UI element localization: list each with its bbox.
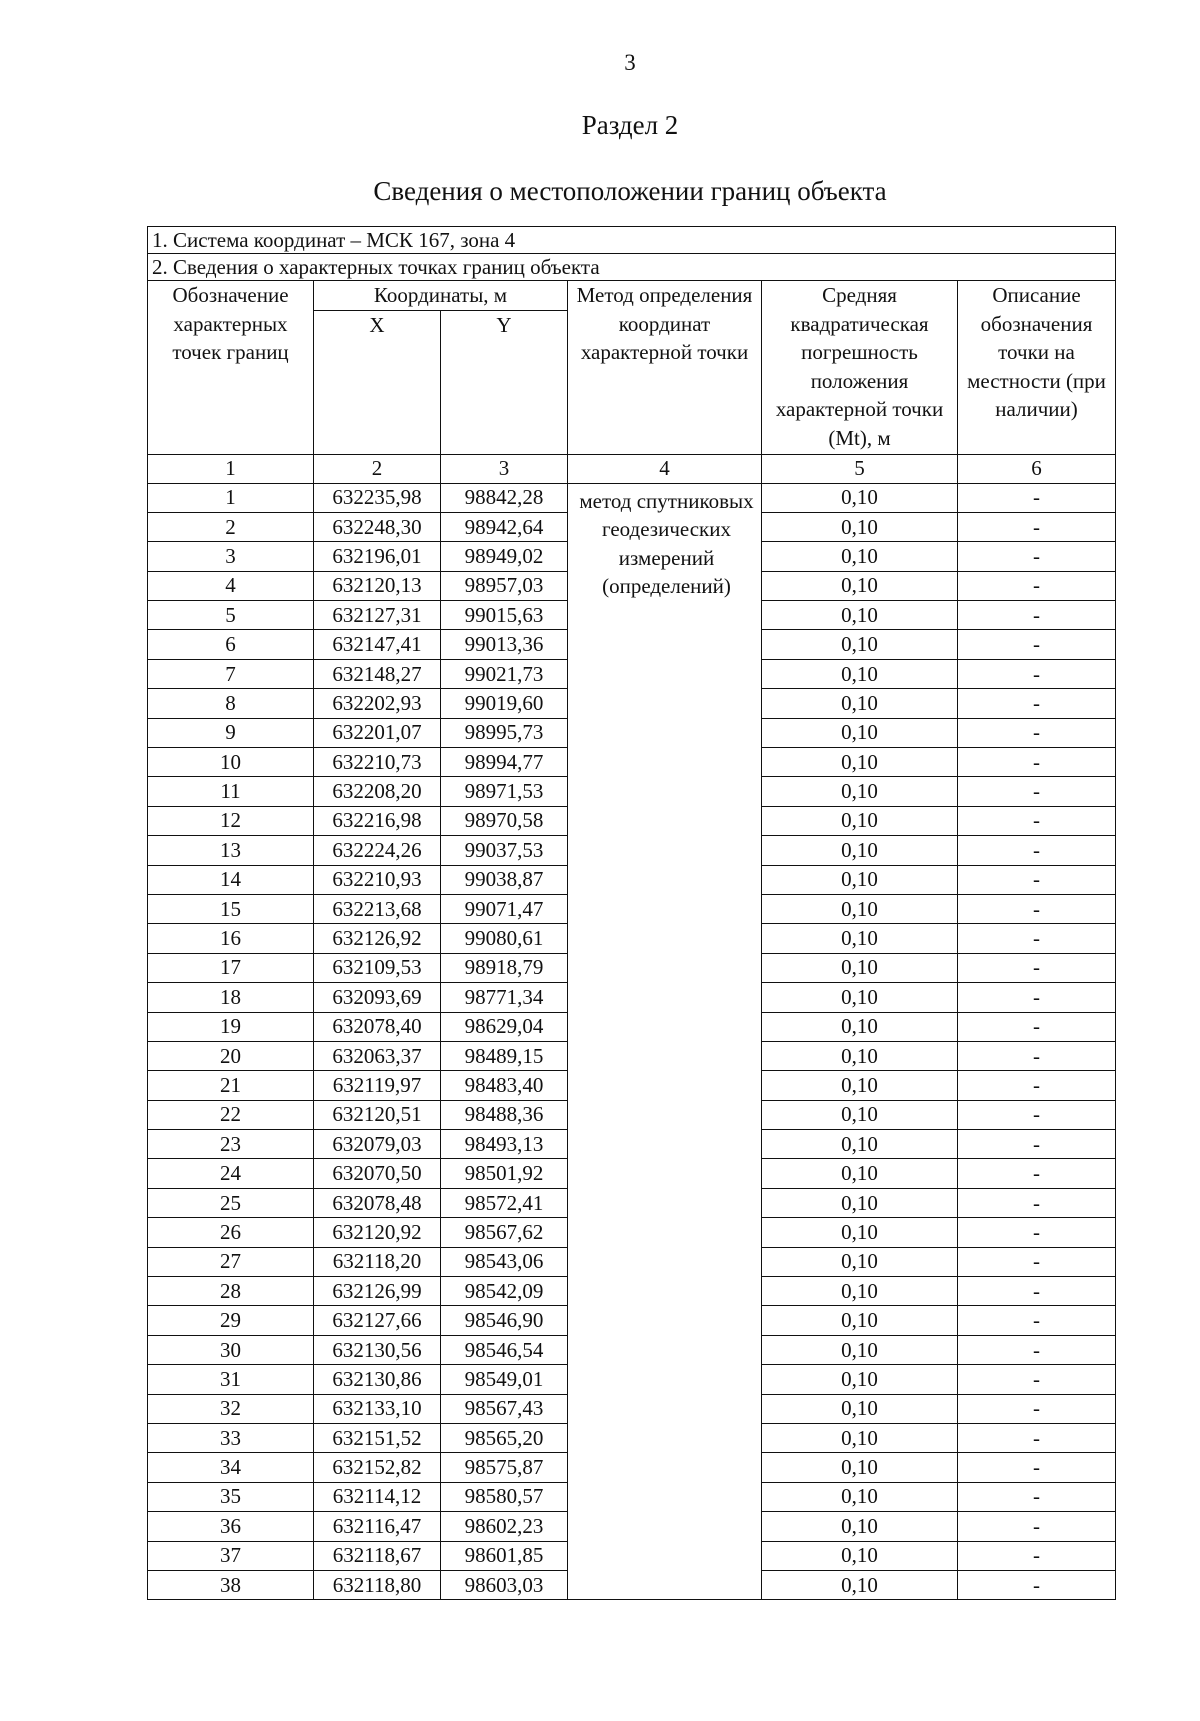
error-cell: 0,10 <box>762 1482 958 1511</box>
description-cell: - <box>958 748 1116 777</box>
document-title: Сведения о местоположении границ объекта <box>373 176 887 206</box>
y-coordinate-cell: 98994,77 <box>441 748 568 777</box>
y-coordinate-cell: 98942,64 <box>441 512 568 541</box>
error-cell: 0,10 <box>762 1247 958 1276</box>
y-coordinate-cell: 98771,34 <box>441 983 568 1012</box>
point-number-cell: 10 <box>148 748 314 777</box>
x-coordinate-cell: 632127,31 <box>314 601 441 630</box>
point-number-cell: 36 <box>148 1512 314 1541</box>
description-cell: - <box>958 1512 1116 1541</box>
error-cell: 0,10 <box>762 571 958 600</box>
point-number-cell: 21 <box>148 1071 314 1100</box>
x-coordinate-cell: 632208,20 <box>314 777 441 806</box>
point-number-cell: 28 <box>148 1277 314 1306</box>
column-number: 5 <box>762 454 958 483</box>
y-coordinate-cell: 99019,60 <box>441 689 568 718</box>
error-cell: 0,10 <box>762 806 958 835</box>
description-cell: - <box>958 1130 1116 1159</box>
error-cell: 0,10 <box>762 1512 958 1541</box>
y-coordinate-cell: 98489,15 <box>441 1041 568 1070</box>
error-cell: 0,10 <box>762 1453 958 1482</box>
x-coordinate-cell: 632126,99 <box>314 1277 441 1306</box>
error-cell: 0,10 <box>762 1188 958 1217</box>
section-title: Раздел 2 <box>581 110 679 140</box>
error-cell: 0,10 <box>762 1570 958 1599</box>
column-number: 3 <box>441 454 568 483</box>
header-point-designation: Обозначение характерных точек границ <box>148 281 314 455</box>
x-coordinate-cell: 632118,20 <box>314 1247 441 1276</box>
column-number: 4 <box>568 454 762 483</box>
point-number-cell: 12 <box>148 806 314 835</box>
y-coordinate-cell: 98493,13 <box>441 1130 568 1159</box>
description-cell: - <box>958 483 1116 512</box>
column-number: 6 <box>958 454 1116 483</box>
y-coordinate-cell: 98546,90 <box>441 1306 568 1335</box>
x-coordinate-cell: 632078,48 <box>314 1188 441 1217</box>
x-coordinate-cell: 632118,80 <box>314 1570 441 1599</box>
description-cell: - <box>958 1365 1116 1394</box>
header-x: X <box>314 310 441 454</box>
header-y: Y <box>441 310 568 454</box>
error-cell: 0,10 <box>762 1100 958 1129</box>
error-cell: 0,10 <box>762 1306 958 1335</box>
description-cell: - <box>958 1218 1116 1247</box>
x-coordinate-cell: 632063,37 <box>314 1041 441 1070</box>
y-coordinate-cell: 98970,58 <box>441 806 568 835</box>
point-number-cell: 9 <box>148 718 314 747</box>
x-coordinate-cell: 632119,97 <box>314 1071 441 1100</box>
description-cell: - <box>958 1277 1116 1306</box>
y-coordinate-cell: 98575,87 <box>441 1453 568 1482</box>
y-coordinate-cell: 98488,36 <box>441 1100 568 1129</box>
x-coordinate-cell: 632202,93 <box>314 689 441 718</box>
x-coordinate-cell: 632079,03 <box>314 1130 441 1159</box>
y-coordinate-cell: 99071,47 <box>441 894 568 923</box>
description-cell: - <box>958 836 1116 865</box>
point-number-cell: 8 <box>148 689 314 718</box>
error-cell: 0,10 <box>762 777 958 806</box>
x-coordinate-cell: 632210,93 <box>314 865 441 894</box>
method-cell: метод спутниковых геодезических измерений (определений) <box>568 483 762 1600</box>
x-coordinate-cell: 632120,51 <box>314 1100 441 1129</box>
description-cell: - <box>958 1453 1116 1482</box>
error-cell: 0,10 <box>762 1424 958 1453</box>
point-number-cell: 27 <box>148 1247 314 1276</box>
description-cell: - <box>958 1335 1116 1364</box>
error-cell: 0,10 <box>762 1335 958 1364</box>
description-cell: - <box>958 571 1116 600</box>
x-coordinate-cell: 632210,73 <box>314 748 441 777</box>
description-cell: - <box>958 894 1116 923</box>
x-coordinate-cell: 632078,40 <box>314 1012 441 1041</box>
x-coordinate-cell: 632127,66 <box>314 1306 441 1335</box>
description-cell: - <box>958 777 1116 806</box>
error-cell: 0,10 <box>762 983 958 1012</box>
description-cell: - <box>958 806 1116 835</box>
table-row <box>148 483 1116 512</box>
error-cell: 0,10 <box>762 601 958 630</box>
error-cell: 0,10 <box>762 689 958 718</box>
y-coordinate-cell: 99013,36 <box>441 630 568 659</box>
description-cell: - <box>958 1394 1116 1423</box>
point-number-cell: 3 <box>148 542 314 571</box>
error-cell: 0,10 <box>762 1365 958 1394</box>
y-coordinate-cell: 98957,03 <box>441 571 568 600</box>
description-cell: - <box>958 1159 1116 1188</box>
point-number-cell: 37 <box>148 1541 314 1570</box>
point-number-cell: 20 <box>148 1041 314 1070</box>
description-cell: - <box>958 953 1116 982</box>
error-cell: 0,10 <box>762 1130 958 1159</box>
point-number-cell: 16 <box>148 924 314 953</box>
y-coordinate-cell: 98565,20 <box>441 1424 568 1453</box>
y-coordinate-cell: 98542,09 <box>441 1277 568 1306</box>
y-coordinate-cell: 99038,87 <box>441 865 568 894</box>
x-coordinate-cell: 632248,30 <box>314 512 441 541</box>
y-coordinate-cell: 98567,62 <box>441 1218 568 1247</box>
x-coordinate-cell: 632224,26 <box>314 836 441 865</box>
error-cell: 0,10 <box>762 542 958 571</box>
y-coordinate-cell: 98549,01 <box>441 1365 568 1394</box>
y-coordinate-cell: 98842,28 <box>441 483 568 512</box>
point-number-cell: 4 <box>148 571 314 600</box>
y-coordinate-cell: 98629,04 <box>441 1012 568 1041</box>
point-number-cell: 6 <box>148 630 314 659</box>
y-coordinate-cell: 98995,73 <box>441 718 568 747</box>
point-number-cell: 24 <box>148 1159 314 1188</box>
description-cell: - <box>958 1012 1116 1041</box>
description-cell: - <box>958 1247 1116 1276</box>
error-cell: 0,10 <box>762 748 958 777</box>
point-number-cell: 18 <box>148 983 314 1012</box>
point-number-cell: 14 <box>148 865 314 894</box>
point-number-cell: 13 <box>148 836 314 865</box>
error-cell: 0,10 <box>762 953 958 982</box>
x-coordinate-cell: 632126,92 <box>314 924 441 953</box>
y-coordinate-cell: 99021,73 <box>441 659 568 688</box>
description-cell: - <box>958 1188 1116 1217</box>
boundary-points-table <box>147 226 1116 1600</box>
y-coordinate-cell: 98501,92 <box>441 1159 568 1188</box>
point-number-cell: 34 <box>148 1453 314 1482</box>
point-number-cell: 11 <box>148 777 314 806</box>
description-cell: - <box>958 512 1116 541</box>
page-number: 3 <box>624 50 636 75</box>
error-cell: 0,10 <box>762 1541 958 1570</box>
error-cell: 0,10 <box>762 865 958 894</box>
description-cell: - <box>958 983 1116 1012</box>
x-coordinate-cell: 632109,53 <box>314 953 441 982</box>
description-cell: - <box>958 924 1116 953</box>
point-number-cell: 38 <box>148 1570 314 1599</box>
error-cell: 0,10 <box>762 1218 958 1247</box>
x-coordinate-cell: 632151,52 <box>314 1424 441 1453</box>
header-error: Средняя квадратическая погрешность положения характерной точки (Mt), м <box>762 281 958 455</box>
point-number-cell: 1 <box>148 483 314 512</box>
point-number-cell: 26 <box>148 1218 314 1247</box>
error-cell: 0,10 <box>762 659 958 688</box>
description-cell: - <box>958 1570 1116 1599</box>
error-cell: 0,10 <box>762 1277 958 1306</box>
description-cell: - <box>958 1071 1116 1100</box>
point-number-cell: 23 <box>148 1130 314 1159</box>
description-cell: - <box>958 542 1116 571</box>
x-coordinate-cell: 632148,27 <box>314 659 441 688</box>
point-number-cell: 19 <box>148 1012 314 1041</box>
error-cell: 0,10 <box>762 1071 958 1100</box>
x-coordinate-cell: 632130,56 <box>314 1335 441 1364</box>
x-coordinate-cell: 632213,68 <box>314 894 441 923</box>
error-cell: 0,10 <box>762 483 958 512</box>
x-coordinate-cell: 632133,10 <box>314 1394 441 1423</box>
y-coordinate-cell: 98543,06 <box>441 1247 568 1276</box>
y-coordinate-cell: 98602,23 <box>441 1512 568 1541</box>
y-coordinate-cell: 98580,57 <box>441 1482 568 1511</box>
x-coordinate-cell: 632235,98 <box>314 483 441 512</box>
x-coordinate-cell: 632116,47 <box>314 1512 441 1541</box>
error-cell: 0,10 <box>762 924 958 953</box>
error-cell: 0,10 <box>762 1394 958 1423</box>
point-number-cell: 35 <box>148 1482 314 1511</box>
point-number-cell: 33 <box>148 1424 314 1453</box>
description-cell: - <box>958 601 1116 630</box>
x-coordinate-cell: 632070,50 <box>314 1159 441 1188</box>
point-number-cell: 29 <box>148 1306 314 1335</box>
point-number-cell: 7 <box>148 659 314 688</box>
x-coordinate-cell: 632130,86 <box>314 1365 441 1394</box>
description-cell: - <box>958 865 1116 894</box>
description-cell: - <box>958 630 1116 659</box>
point-number-cell: 31 <box>148 1365 314 1394</box>
x-coordinate-cell: 632118,67 <box>314 1541 441 1570</box>
y-coordinate-cell: 98572,41 <box>441 1188 568 1217</box>
point-number-cell: 25 <box>148 1188 314 1217</box>
error-cell: 0,10 <box>762 894 958 923</box>
y-coordinate-cell: 98601,85 <box>441 1541 568 1570</box>
x-coordinate-cell: 632120,13 <box>314 571 441 600</box>
description-cell: - <box>958 1424 1116 1453</box>
error-cell: 0,10 <box>762 1012 958 1041</box>
y-coordinate-cell: 98918,79 <box>441 953 568 982</box>
x-coordinate-cell: 632196,01 <box>314 542 441 571</box>
x-coordinate-cell: 632216,98 <box>314 806 441 835</box>
description-cell: - <box>958 1306 1116 1335</box>
error-cell: 0,10 <box>762 718 958 747</box>
y-coordinate-cell: 99015,63 <box>441 601 568 630</box>
header-coordinates: Координаты, м <box>314 281 568 311</box>
x-coordinate-cell: 632147,41 <box>314 630 441 659</box>
column-number: 1 <box>148 454 314 483</box>
x-coordinate-cell: 632201,07 <box>314 718 441 747</box>
description-cell: - <box>958 1100 1116 1129</box>
description-cell: - <box>958 718 1116 747</box>
y-coordinate-cell: 99080,61 <box>441 924 568 953</box>
description-cell: - <box>958 1482 1116 1511</box>
description-cell: - <box>958 689 1116 718</box>
description-cell: - <box>958 659 1116 688</box>
point-number-cell: 15 <box>148 894 314 923</box>
y-coordinate-cell: 98971,53 <box>441 777 568 806</box>
point-number-cell: 2 <box>148 512 314 541</box>
error-cell: 0,10 <box>762 836 958 865</box>
error-cell: 0,10 <box>762 630 958 659</box>
description-cell: - <box>958 1041 1116 1070</box>
error-cell: 0,10 <box>762 1159 958 1188</box>
y-coordinate-cell: 99037,53 <box>441 836 568 865</box>
header-description: Описание обозначения точки на местности (при наличии) <box>958 281 1116 455</box>
header-method: Метод определения координат характерной точки <box>568 281 762 455</box>
description-cell: - <box>958 1541 1116 1570</box>
point-number-cell: 30 <box>148 1335 314 1364</box>
coordinate-system-row: 1. Система координат – МСК 167, зона 4 <box>148 227 1116 254</box>
y-coordinate-cell: 98603,03 <box>441 1570 568 1599</box>
point-number-cell: 17 <box>148 953 314 982</box>
x-coordinate-cell: 632093,69 <box>314 983 441 1012</box>
y-coordinate-cell: 98949,02 <box>441 542 568 571</box>
x-coordinate-cell: 632120,92 <box>314 1218 441 1247</box>
y-coordinate-cell: 98546,54 <box>441 1335 568 1364</box>
point-number-cell: 22 <box>148 1100 314 1129</box>
points-info-row: 2. Сведения о характерных точках границ объекта <box>148 254 1116 281</box>
x-coordinate-cell: 632114,12 <box>314 1482 441 1511</box>
error-cell: 0,10 <box>762 1041 958 1070</box>
y-coordinate-cell: 98567,43 <box>441 1394 568 1423</box>
point-number-cell: 32 <box>148 1394 314 1423</box>
x-coordinate-cell: 632152,82 <box>314 1453 441 1482</box>
y-coordinate-cell: 98483,40 <box>441 1071 568 1100</box>
point-number-cell: 5 <box>148 601 314 630</box>
error-cell: 0,10 <box>762 512 958 541</box>
column-number: 2 <box>314 454 441 483</box>
